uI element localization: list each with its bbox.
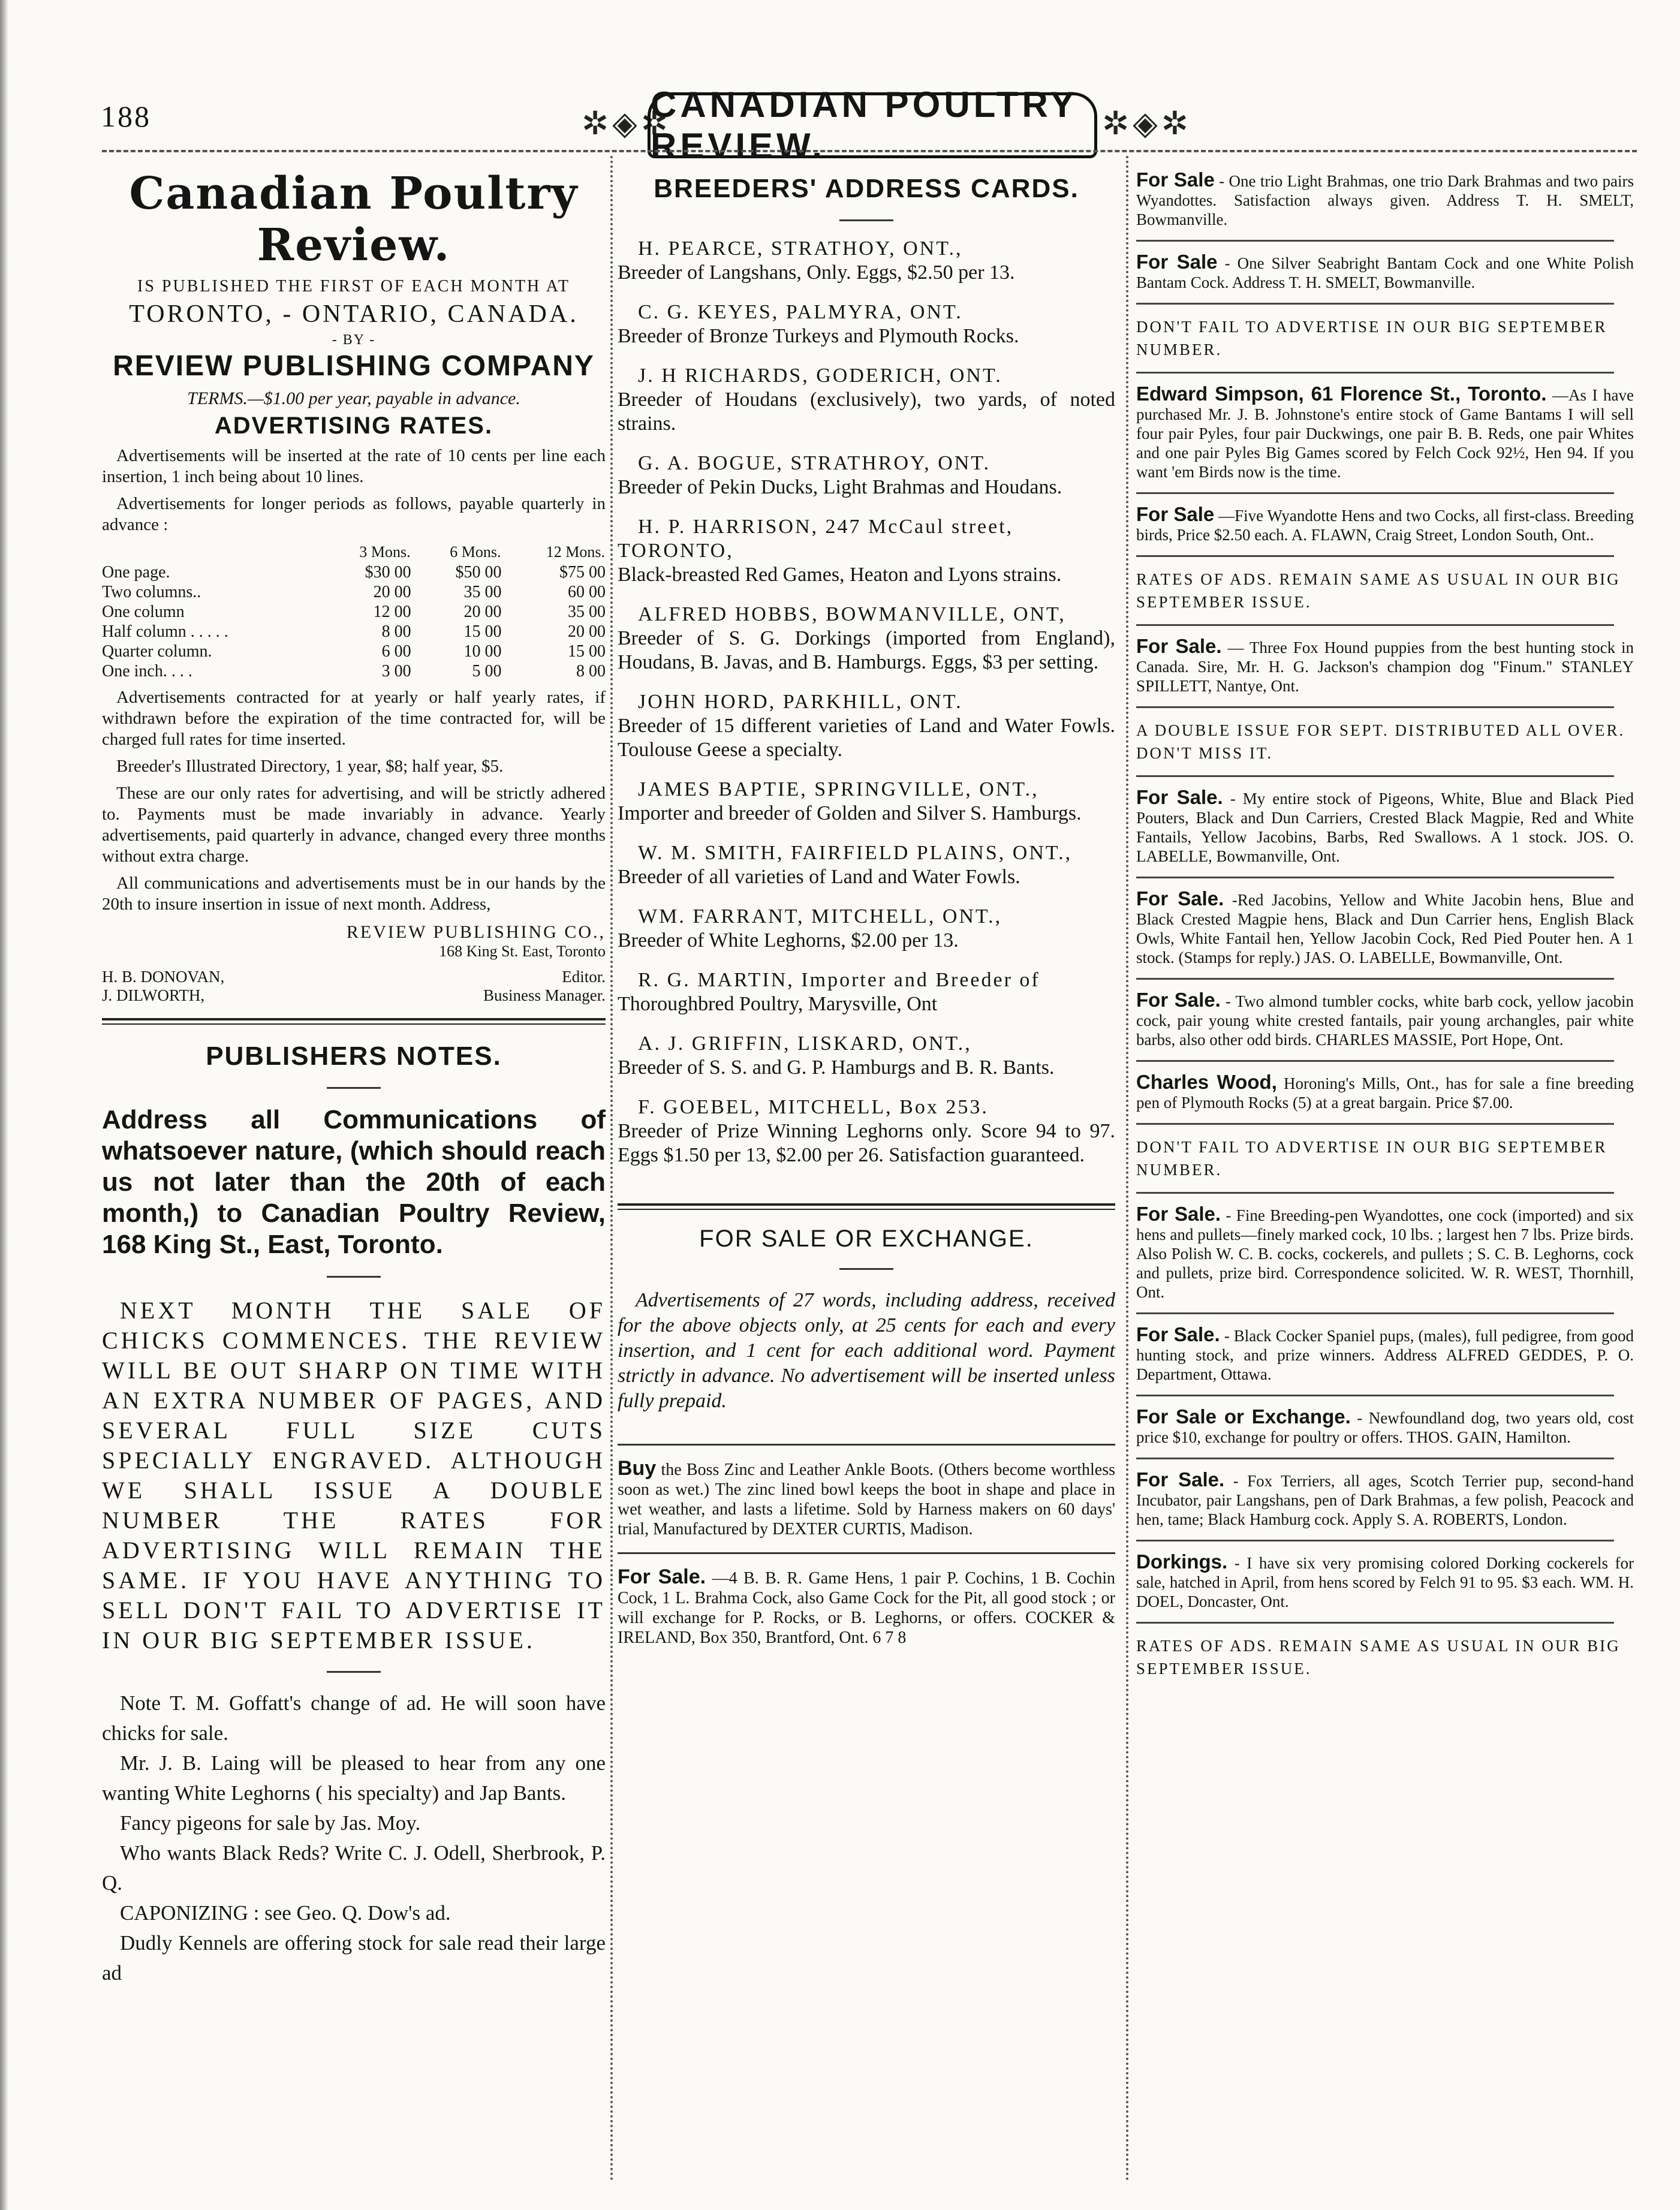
ad-lead: For Sale. [1136, 635, 1222, 657]
breeder-description: Breeder of White Leghorns, $2.00 per 13. [618, 929, 959, 952]
ad-text: —Five Wyandotte Hens and two Cocks, all first-class. Breeding birds, Price $2.50 each. A. FLAWN, Craig Street, London South, Ont.. [1136, 507, 1634, 544]
rates-cell: Half column . . . . . [102, 622, 228, 641]
short-divider [327, 1276, 381, 1278]
ad-lead: For Sale. [1136, 989, 1221, 1011]
list-item [1136, 384, 1634, 481]
breeder-name: G. A. BOGUE, STRATHROY, ONT. [638, 452, 991, 474]
ad-divider [1136, 978, 1614, 980]
rates-cell: 12 00 [373, 603, 411, 621]
ad-lead: Dorkings. [1136, 1550, 1228, 1573]
breeder-name: J. H RICHARDS, GODERICH, ONT. [638, 365, 1002, 387]
for-sale-exchange-title: FOR SALE OR EXCHANGE. [699, 1226, 1034, 1252]
ad-divider [1136, 706, 1614, 708]
list-item [618, 778, 1115, 826]
ad-lead: For Sale. [618, 1565, 706, 1588]
rates-cell: $75 00 [559, 563, 606, 582]
staff-name: H. B. DONOVAN, [102, 968, 225, 986]
list-item [618, 603, 1115, 675]
ad-divider [1136, 555, 1614, 557]
top-dotted-rule [102, 150, 1637, 152]
staff-manager [102, 986, 606, 1005]
double-issue-notice: A DOUBLE ISSUE FOR SEPT. DISTRIBUTED ALL OVER. DON'T MISS IT. [1136, 721, 1625, 762]
breeder-description: Breeder of Bronze Turkeys and Plymouth Rocks. [618, 325, 1019, 347]
list-item: CAPONIZING : see Geo. Q. Dow's ad. [120, 1901, 451, 1925]
next-month-notice: NEXT MONTH THE SALE OF CHICKS COMMENCES. THE REVIEW WILL BE OUT SHARP ON TIME WITH AN EXTRA NUMBER OF PAGES, AND SEVERAL FULL SIZE CUTS SPECIALLY ENGRAVED. ALTHOUGH WE SHALL ISSUE A DOUBLE NUMBER THE RATES FOR ADVERTISING WILL REMAIN THE SAME. IF YOU HAVE ANYTHING TO SELL DON'T FAIL TO ADVERTISE IT IN OUR BIG SEPTEMBER ISSUE. [102, 1297, 606, 1654]
breeder-name: JOHN HORD, PARKHILL, ONT. [638, 691, 963, 713]
breeder-description: Breeder of S. G. Dorkings (imported from England), Houdans, B. Javas, and B. Hamburgs. Eggs, $3 per setting. [618, 627, 1115, 673]
ad-divider [1136, 877, 1614, 878]
list-item [1136, 505, 1634, 544]
left-column [102, 162, 606, 1988]
ad-text: Horoning's Mills, Ont., has for sale a fine breeding pen of Plymouth Rocks (5) at a great bargain. Price $7.00. [1136, 1074, 1634, 1112]
rates-cell: 10 00 [463, 642, 502, 661]
ad-text: —4 B. B. R. Game Hens, 1 pair P. Cochins, 1 B. Cochin Cock, 1 L. Brahma Cock, also Game Cock for the Pit, all good stock ; or will exchange for P. Rocks, or B. Leghorns, or offers. COCKER & IRELAND, Box 350, Brantford, Ont. 6 7 8 [618, 1569, 1116, 1647]
subscription-terms: TERMS.—$1.00 per year, payable in advance. [187, 389, 520, 408]
address-notice: Address all Communications of whatsoever nature, (which should reach us not later than the 20th of each month,) to Canadian Poultry Review, 168 King St., East, Toronto. [102, 1105, 606, 1259]
rates-cell: 15 00 [463, 622, 502, 641]
short-divider [327, 1671, 381, 1673]
list-item: Note T. M. Goffatt's change of ad. He will soon have chicks for sale. [102, 1691, 606, 1745]
company-name: REVIEW PUBLISHING COMPANY [113, 350, 595, 382]
ad-divider [1136, 303, 1614, 305]
rates-cell: One page. [102, 563, 170, 582]
list-item: Who wants Black Reds? Write C. J. Odell, Sherbrook, P. Q. [102, 1841, 606, 1895]
rates-cell: 20 00 [373, 583, 411, 601]
list-item [1136, 252, 1634, 292]
ad-divider [1136, 1622, 1614, 1624]
list-item [618, 1567, 1115, 1648]
rates-header-cell [102, 541, 321, 562]
ad-divider [1136, 1192, 1614, 1194]
rates-cell: One column [102, 603, 185, 621]
ad-text: the Boss Zinc and Leather Ankle Boots. (Others become worthless soon as wet.) The zinc lined bowl keeps the boot in shape and place in wet weather, and lasts a lifetime. Sold by Harness makers on 60 days' trial, Manufactured by DEXTER CURTIS, Madison. [618, 1461, 1116, 1538]
list-item [1136, 1407, 1634, 1447]
publisher-address-street: 168 King St. East, Toronto [439, 943, 606, 960]
masthead-box [648, 85, 1097, 166]
rates-table [102, 541, 606, 681]
ad-text: -Red Jacobins, Yellow and White Jacobin hens, Blue and Black Crested Magpie hens, Black and Dun Carrier hens, English Black Owls, White Fantail hen, Yellow Jacobin Cock, Red Pied Pouter hen. A 1 stock. (Stamps for reply.) JAS. O. LABELLE, Bowmanville, Ont. [1136, 891, 1634, 967]
ad-lead: Charles Wood, [1136, 1071, 1277, 1093]
rates-table-header [102, 541, 606, 562]
ad-lead: Buy [618, 1457, 657, 1480]
list-item [618, 968, 1115, 1016]
breeder-description: Breeder of Pekin Ducks, Light Brahmas and Houdans. [618, 476, 1062, 498]
rates-header-cell: 3 Mons. [359, 543, 411, 561]
rates-header-cell: 12 Mons. [546, 543, 605, 561]
breeder-name: C. G. KEYES, PALMYRA, ONT. [638, 301, 963, 323]
contracted-text: Advertisements contracted for at yearly or half yearly rates, if withdrawn before the expiration of the time contracted for, will be charged full rates for time inserted. [102, 688, 606, 749]
ad-divider [618, 1552, 1115, 1554]
short-divider [839, 1268, 893, 1270]
breeder-name: WM. FARRANT, MITCHELL, ONT., [638, 905, 1002, 928]
only-rates-text: These are our only rates for advertising, and will be strictly adhered to. Payments must be made invariably in advance. Yearly advertisements, paid quarterly in advance, changed every three months without extra charge. [102, 784, 606, 866]
breeder-description: Thoroughbred Poultry, Marysville, Ont [618, 993, 938, 1015]
breeder-description: Breeder of Prize Winning Leghorns only. Score 94 to 97. Eggs $1.50 per 13, $2.00 per 26. Satisfaction guaranteed. [618, 1120, 1115, 1166]
ad-text: - One Silver Seabright Bantam Cock and one White Polish Bantam Cock. Address T. H. SMELT, Bowmanville. [1136, 254, 1634, 291]
staff-name: J. DILWORTH, [102, 986, 205, 1004]
middle-column [618, 162, 1115, 1648]
rates-cell: 15 00 [568, 642, 606, 661]
page-number: 188 [101, 100, 151, 133]
breeder-name: ALFRED HOBBS, BOWMANVILLE, ONT, [638, 603, 1066, 625]
list-item [618, 1032, 1115, 1080]
ad-lead: For Sale. [1136, 1323, 1220, 1345]
list-item [1136, 1073, 1634, 1112]
ad-divider [1136, 1123, 1614, 1125]
section-divider [618, 1203, 1115, 1210]
table-row [102, 622, 606, 642]
list-item [618, 1095, 1115, 1167]
list-item [618, 690, 1115, 762]
table-row [102, 582, 606, 602]
list-item: Fancy pigeons for sale by Jas. Moy. [120, 1811, 421, 1835]
breeder-description: Importer and breeder of Golden and Silver S. Hamburgs. [618, 802, 1082, 824]
section-divider [102, 1018, 606, 1025]
table-row [102, 642, 606, 661]
publishers-notes-title: PUBLISHERS NOTES. [206, 1041, 502, 1071]
list-item [618, 451, 1115, 499]
rates-cell: 8 00 [576, 662, 606, 681]
ad-lead: For Sale. [1136, 1468, 1225, 1491]
column-rule-right [1126, 156, 1128, 2182]
list-item [1136, 788, 1634, 866]
ad-divider [1136, 372, 1614, 374]
published-line: IS PUBLISHED THE FIRST OF EACH MONTH AT [137, 277, 570, 296]
ad-text: - Two almond tumbler cocks, white barb cock, yellow jacobin cock, pair young white crested fantails, pair young archangles, pair white barbs, also other odd birds. CHARLES MASSIE, Port Hope, Ont. [1136, 992, 1634, 1049]
list-item [1136, 637, 1634, 695]
rates-cell: Quarter column. [102, 642, 212, 661]
publisher-notes-list [102, 1688, 606, 1988]
breeder-name: W. M. SMITH, FAIRFIELD PLAINS, ONT., [638, 842, 1073, 864]
staff-role: Editor. [562, 968, 606, 986]
rates-notice: RATES OF ADS. REMAIN SAME AS USUAL IN OUR BIG SEPTEMBER ISSUE. [1136, 1637, 1621, 1678]
rates-cell: 6 00 [381, 642, 411, 661]
list-item: Dudly Kennels are offering stock for sale read their large ad [102, 1931, 606, 1985]
directory-text: Breeder's Illustrated Directory, 1 year, $8; half year, $5. [116, 757, 504, 776]
ad-divider [1136, 1458, 1614, 1459]
ad-divider [1136, 240, 1614, 242]
ad-text: - My entire stock of Pigeons, White, Blue and Black Pied Pouters, Black and Dun Carriers, Crested Black Magpie, Red and White Fantails, Yellow Jacobins, Barbs, Red Swallows. A 1 stock. JOS. O. LABELLE, Bowmanville, Ont. [1136, 790, 1634, 865]
communications-text: All communications and advertisements must be in our hands by the 20th to insure insertion in issue of next month. Address, [102, 874, 606, 914]
ad-text: - I have six very promising colored Dorking cockerels for sale, hatched in April, from hens scored by Felch 91 to 95. $3 each. WM. H. DOEL, Doncaster, Ont. [1136, 1554, 1634, 1610]
staff-role: Business Manager. [483, 986, 606, 1004]
rates-cell: 35 00 [568, 603, 606, 621]
masthead [582, 84, 1193, 168]
advertising-rates-title: ADVERTISING RATES. [214, 413, 493, 439]
paper-title: Canadian Poultry Review. [129, 168, 579, 271]
list-item [618, 237, 1115, 285]
breeder-description: Breeder of all varieties of Land and Water Fowls. [618, 866, 1020, 888]
ad-divider [1136, 1312, 1614, 1314]
staff-editor [102, 968, 606, 986]
rates-cell: 3 00 [381, 662, 411, 681]
rates-cell: One inch. . . . [102, 662, 192, 681]
list-item [1136, 1205, 1634, 1302]
list-item [618, 300, 1115, 348]
ad-lead: For Sale. [1136, 887, 1224, 910]
ad-text: - One trio Light Brahmas, one trio Dark Brahmas and two pairs Wyandottes. Satisfaction always given. Address T. H. SMELT, Bowmanville. [1136, 172, 1634, 228]
rates-cell: 35 00 [463, 583, 502, 601]
breeder-name: JAMES BAPTIE, SPRINGVILLE, ONT., [638, 778, 1039, 800]
rates-cell: 20 00 [568, 622, 606, 641]
advertise-notice: DON'T FAIL TO ADVERTISE IN OUR BIG SEPTEMBER NUMBER. [1136, 1138, 1607, 1179]
rates-cell: 60 00 [568, 583, 606, 601]
rates-cell: 8 00 [381, 622, 411, 641]
breeder-description: Black-breasted Red Games, Heaton and Lyons strains. [618, 564, 1062, 586]
breeder-description: Breeder of Langshans, Only. Eggs, $2.50 per 13. [618, 261, 1015, 284]
rates-cell: 5 00 [472, 662, 502, 681]
table-row [102, 562, 606, 582]
ad-divider [618, 1444, 1115, 1446]
breeders-cards-title: BREEDERS' ADDRESS CARDS. [654, 174, 1079, 203]
list-item [618, 841, 1115, 889]
ad-lead: For Sale. [1136, 786, 1223, 808]
rates-cell: $50 00 [455, 563, 502, 582]
advertise-notice: DON'T FAIL TO ADVERTISE IN OUR BIG SEPTEMBER NUMBER. [1136, 318, 1607, 359]
breeder-name: R. G. MARTIN, Importer and Breeder of [638, 969, 1040, 991]
for-sale-terms: Advertisements of 27 words, including address, received for the above objects only, at 25 cents for each and every insertion, and 1 cent for each additional word. Payment strictly in advance. No advertisement will be inserted unless fully prepaid. [618, 1289, 1115, 1412]
rates-cell: 20 00 [463, 603, 502, 621]
list-item [1136, 889, 1634, 967]
list-item: Mr. J. B. Laing will be pleased to hear from any one wanting White Leghorns ( his specialty) and Jap Bants. [102, 1751, 606, 1805]
breeder-name: H. PEARCE, STRATHOY, ONT., [638, 237, 963, 260]
short-divider [839, 219, 893, 221]
city-line: TORONTO, - ONTARIO, CANADA. [129, 300, 579, 328]
breeder-description: Breeder of S. S. and G. P. Hamburgs and B. R. Bants. [618, 1056, 1055, 1079]
ad-lead: For Sale or Exchange. [1136, 1405, 1351, 1428]
rates-intro: Advertisements will be inserted at the rate of 10 cents per line each insertion, 1 inch being about 10 lines. [102, 446, 606, 486]
ad-text: — Three Fox Hound puppies from the best hunting stock in Canada. Sire, Mr. H. G. Jackson's champion dog "Finum." STANLEY SPILLETT, Nantye, Ont. [1136, 639, 1634, 695]
short-divider [327, 1087, 381, 1089]
ad-lead: For Sale [1136, 168, 1215, 191]
list-item [618, 905, 1115, 953]
rates-cell: Two columns.. [102, 583, 201, 601]
ad-text: —As I have purchased Mr. J. B. Johnstone's entire stock of Game Bantams I will sell four pair Pyles, four pair Duckwings, one pair B. B. Reds, one pair Whites and one pair Pyles Big Games scored by Felch Cock 92½, Hen 94. If you want 'em Birds now is the time. [1136, 386, 1634, 481]
list-item [618, 515, 1115, 587]
list-item [618, 1459, 1115, 1539]
ad-divider [1136, 624, 1614, 626]
ad-lead: Edward Simpson, 61 Florence St., Toronto. [1136, 383, 1547, 405]
table-row [102, 602, 606, 622]
masthead-flourish-right: ✲◈✲ [1102, 106, 1193, 141]
masthead-flourish-left: ✲◈✲ [582, 106, 672, 141]
rates-longer: Advertisements for longer periods as follows, payable quarterly in advance : [102, 494, 606, 534]
ad-lead: For Sale [1136, 251, 1218, 273]
ad-lead: For Sale [1136, 503, 1215, 525]
masthead-title: CANADIAN POULTRY REVIEW. [651, 85, 1077, 166]
rates-header-cell: 6 Mons. [450, 543, 501, 561]
list-item [618, 364, 1115, 436]
ad-divider [1136, 775, 1614, 777]
rates-notice: RATES OF ADS. REMAIN SAME AS USUAL IN OUR BIG SEPTEMBER ISSUE. [1136, 570, 1621, 611]
ad-lead: For Sale. [1136, 1203, 1221, 1225]
rates-cell: $30 00 [365, 563, 411, 582]
breeder-description: Breeder of Houdans (exclusively), two yards, of noted strains. [618, 389, 1115, 435]
scanned-page-edge [0, 0, 8, 2210]
column-rule-left [610, 156, 613, 2182]
list-item [1136, 170, 1634, 229]
list-item [1136, 1552, 1634, 1611]
list-item [1136, 1325, 1634, 1384]
right-column [1136, 168, 1634, 1680]
ad-divider [1136, 1395, 1614, 1396]
ad-text: - Black Cocker Spaniel pups, (males), full pedigree, from good hunting stock, and prize winners. Address ALFRED GEDDES, P. O. Department, Ottawa. [1136, 1327, 1634, 1383]
ad-divider [1136, 1060, 1614, 1062]
by-line: - BY - [332, 332, 376, 348]
list-item [1136, 1470, 1634, 1529]
ad-text: - Fox Terriers, all ages, Scotch Terrier pup, second-hand Incubator, pair Langshans, pen of Dark Brahmas, a few polish, Peacock and hen, tame; Black Hamburg cock. Apply S. A. ROBERTS, London. [1136, 1472, 1634, 1528]
table-row [102, 661, 606, 681]
ad-text: - Fine Breeding-pen Wyandottes, one cock (imported) and six hens and pullets—finely marked cock, 10 lbs. ; largest hen 7 lbs. Prize birds. Also Polish W. C. B. cocks, cockerels, and pullets ; S. C. B. Leghorns, cock and pullets, prize bird. Correspondence solicited. W. R. WEST, Thornhill, Ont. [1136, 1206, 1634, 1301]
breeder-name: H. P. HARRISON, 247 McCaul street, TORONTO, [618, 516, 1014, 562]
breeder-name: A. J. GRIFFIN, LISKARD, ONT., [638, 1032, 972, 1055]
ad-divider [1136, 492, 1614, 494]
breeder-name: F. GOEBEL, MITCHELL, Box 253. [638, 1096, 989, 1118]
list-item [1136, 990, 1634, 1049]
ad-text: - Newfoundland dog, two years old, cost price $10, exchange for poultry or offers. THOS. GAIN, Hamilton. [1136, 1409, 1634, 1446]
publisher-address-name: REVIEW PUBLISHING CO., [346, 922, 606, 942]
ad-divider [1136, 1540, 1614, 1541]
breeder-description: Breeder of 15 different varieties of Land and Water Fowls. Toulouse Geese a specialty. [618, 715, 1115, 761]
